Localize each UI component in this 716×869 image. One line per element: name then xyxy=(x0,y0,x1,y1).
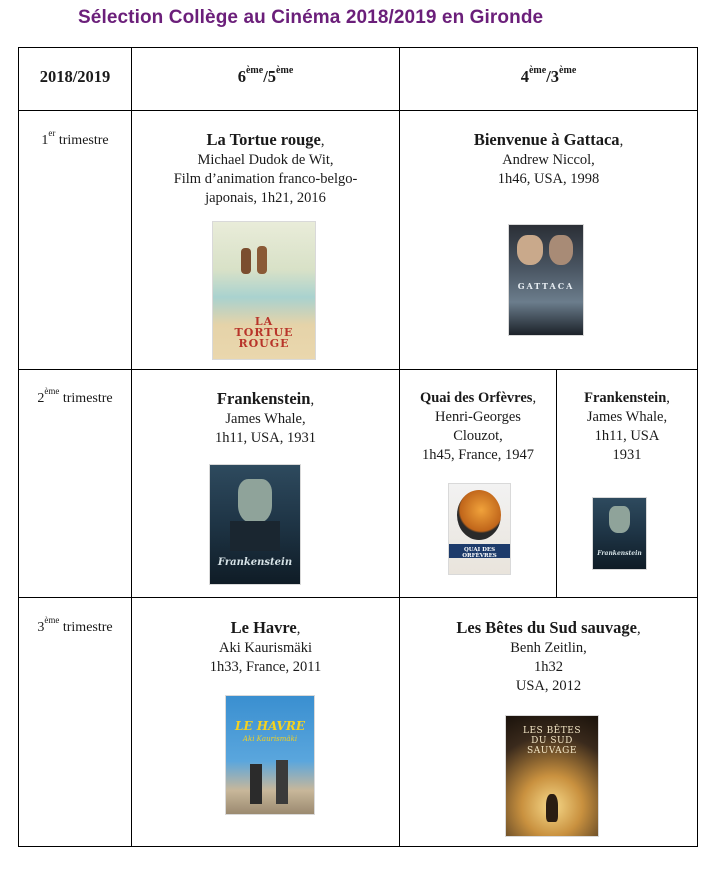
film-title: Frankenstein xyxy=(584,390,667,406)
film-cell-gattaca: Bienvenue à Gattaca, Andrew Niccol, 1h46, USA, 1998 xyxy=(473,130,624,187)
film-cell-frankenstein-4-3: Frankenstein, James Whale, 1h11, USA 1931 xyxy=(584,390,670,463)
poster-le-havre: LE HAVRE Aki Kaurismäki xyxy=(226,696,314,814)
poster-quai-des-orfevres: QUAI DES ORFÈVRES xyxy=(449,484,510,574)
header-col-6-5: 6ème/5ème xyxy=(237,65,294,86)
film-cell-betes-du-sud-sauvage: Les Bêtes du Sud sauvage, Benh Zeitlin, 1h32 USA, 2012 xyxy=(456,618,641,694)
trimester-3-label: 3ème trimestre xyxy=(37,615,113,635)
page-title: Sélection Collège au Cinéma 2018/2019 en Gironde xyxy=(78,7,544,28)
film-title: Le Havre xyxy=(230,618,297,637)
header-col-4-3: 4ème/3ème xyxy=(520,65,577,86)
poster-frankenstein-small: Frankenstein xyxy=(593,498,646,569)
poster-frankenstein: Frankenstein xyxy=(210,465,300,584)
header-year: 2018/2019 xyxy=(39,67,111,86)
film-cell-tortue-rouge: La Tortue rouge, Michael Dudok de Wit, Film d’animation franco-belgo- japonais, 1h21, 2016 xyxy=(173,130,358,206)
poster-la-tortue-rouge: LA TORTUE ROUGE xyxy=(213,222,315,359)
film-title: Quai des Orfèvres xyxy=(419,390,533,406)
film-cell-le-havre: Le Havre, Aki Kaurismäki 1h33, France, 2011 xyxy=(209,618,322,675)
trimester-1-label: 1er trimestre xyxy=(41,128,109,148)
trimester-2-label: 2ème trimestre xyxy=(37,386,113,406)
film-title: Les Bêtes du Sud sauvage xyxy=(456,618,637,637)
film-title: Bienvenue à Gattaca xyxy=(473,130,620,149)
film-title: La Tortue rouge xyxy=(206,130,321,149)
film-cell-frankenstein-6-5: Frankenstein, James Whale, 1h11, USA, 1931 xyxy=(215,389,316,446)
poster-gattaca: GATTACA xyxy=(509,225,583,335)
poster-betes-du-sud-sauvage: LES BÊTES DU SUD SAUVAGE xyxy=(506,716,598,836)
film-cell-quai-des-orfevres: Quai des Orfèvres, Henri-Georges Clouzot, 1h45, France, 1947 xyxy=(419,390,537,463)
film-title: Frankenstein xyxy=(216,389,311,408)
